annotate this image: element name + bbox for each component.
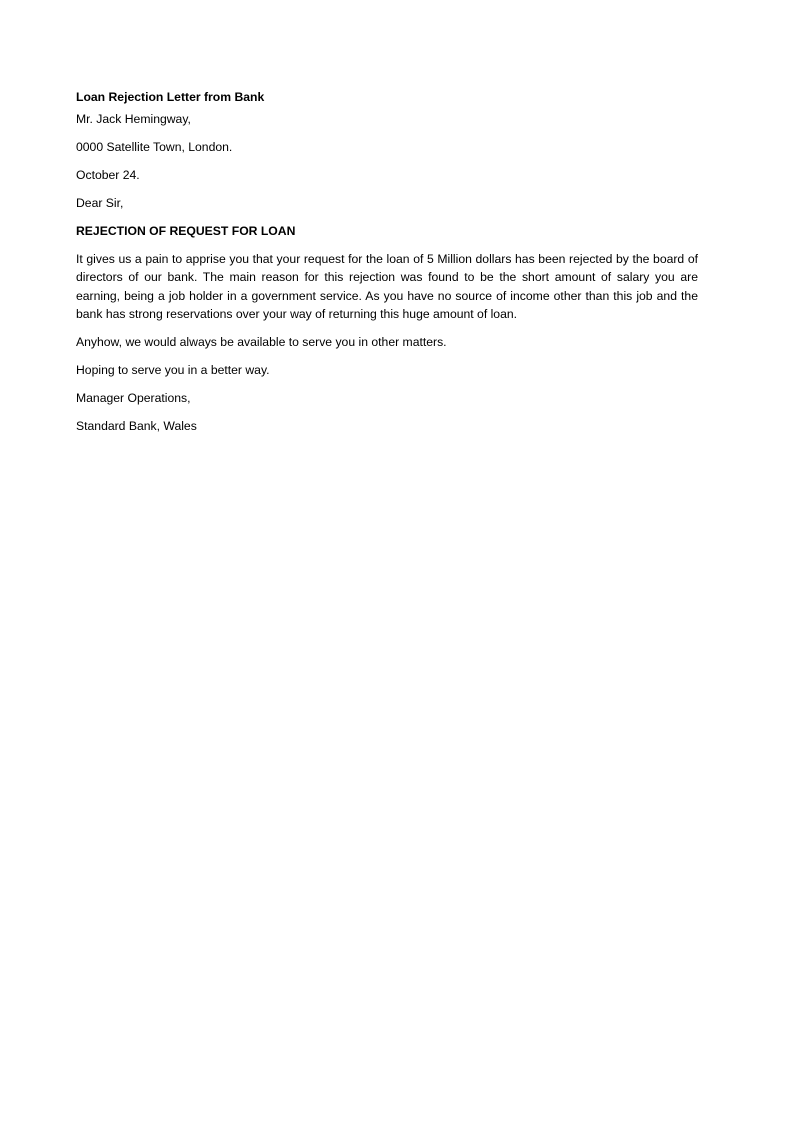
body-paragraph: It gives us a pain to apprise you that your request for the loan of 5 Million dollars has been rejected by the board of directors of our bank. The main reason for this rejection was found to be the short amount of salary you are earning, being a job holder in a government service. As you have no source of income other than this job and the bank has strong reservations over your way of returning this huge amount of loan. bbox=[76, 251, 698, 321]
letter-title: Loan Rejection Letter from Bank bbox=[76, 90, 265, 104]
closing-line: Hoping to serve you in a better way. bbox=[76, 363, 270, 377]
sender-org: Standard Bank, Wales bbox=[76, 419, 197, 433]
recipient-name: Mr. Jack Hemingway, bbox=[76, 111, 191, 126]
sender-title: Manager Operations, bbox=[76, 391, 191, 405]
letter-date: October 24. bbox=[76, 167, 140, 182]
closing-paragraph: Anyhow, we would always be available to serve you in other matters. bbox=[76, 335, 447, 349]
salutation: Dear Sir, bbox=[76, 195, 124, 210]
subject-line: REJECTION OF REQUEST FOR LOAN bbox=[76, 223, 296, 238]
letter-page bbox=[76, 88, 698, 445]
recipient-address: 0000 Satellite Town, London. bbox=[76, 139, 233, 154]
